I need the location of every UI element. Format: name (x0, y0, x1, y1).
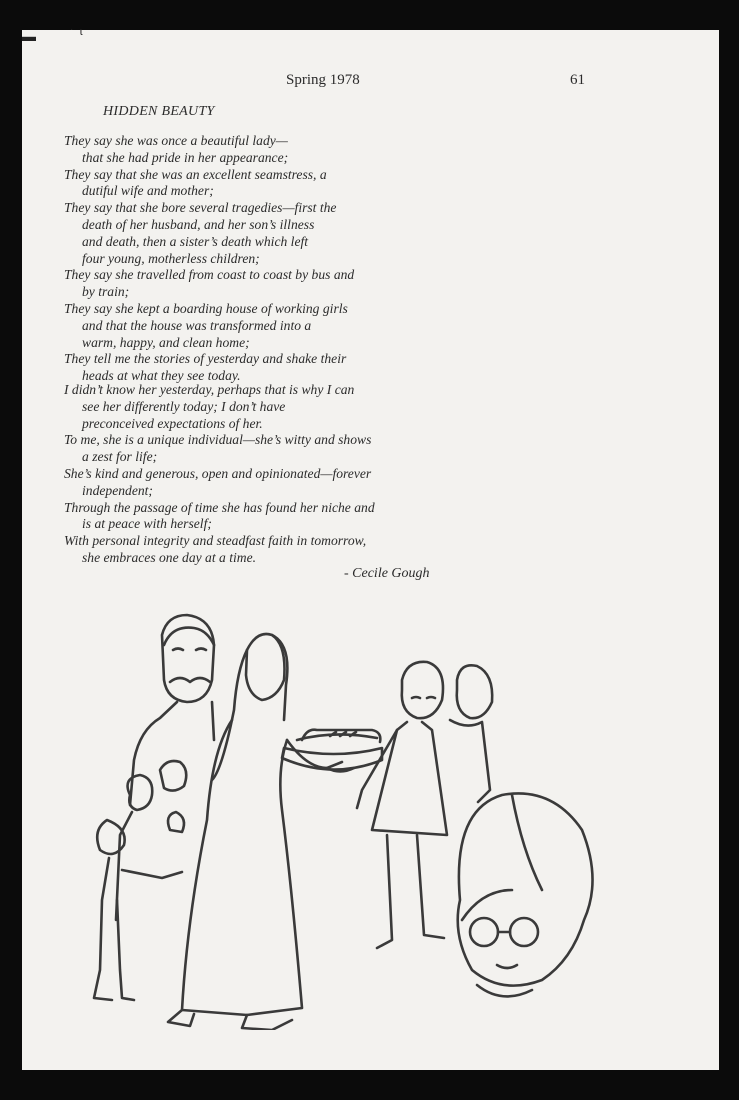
poem-line: They say she was once a beautiful lady— (64, 133, 288, 148)
poem-stanza-2 (64, 382, 484, 567)
poem-line: She’s kind and generous, open and opinionated—forever (64, 465, 372, 481)
poem-line: a zest for life; (82, 449, 158, 465)
boy-figure (450, 665, 492, 802)
poem-line: Through the passage of time she has found her niche and (64, 499, 375, 515)
corner-mark: · (70, 24, 74, 35)
poem-line: death of her husband, and her son’s illness (82, 216, 315, 232)
poem-stanza-1 (64, 133, 484, 385)
family-illustration (72, 590, 602, 1030)
poem-line: They say she kept a boarding house of working girls (64, 300, 348, 316)
poem-line: she embraces one day at a time. (82, 549, 257, 565)
girl-figure (357, 662, 447, 948)
journal-issue-title: Spring 1978 (286, 72, 360, 88)
mother-figure (168, 634, 354, 1030)
corner-mark: ɩ (80, 26, 83, 38)
poem-line: four young, motherless children; (82, 250, 260, 266)
corner-mark: ▬ (22, 28, 36, 44)
pie-dish (282, 730, 382, 770)
poem-line: and death, then a sister’s death which left (82, 233, 309, 249)
poem-line: is at peace with herself; (82, 516, 212, 532)
poem-line: I didn’t know her yesterday, perhaps that is why I can (64, 382, 355, 397)
poem-line: They say she travelled from coast to coast by bus and (64, 267, 355, 283)
poem-line: and that the house was transformed into a (82, 317, 312, 333)
poem-line: With personal integrity and steadfast faith in tomorrow, (64, 533, 367, 549)
poem-line: that she had pride in her appearance; (82, 149, 289, 165)
poem-line: They say that she was an excellent seamstress, a (64, 166, 327, 182)
poem-line: dutiful wife and mother; (82, 183, 214, 199)
children-left (94, 761, 186, 1000)
page-number: 61 (570, 72, 585, 88)
poem-title: HIDDEN BEAUTY (103, 104, 215, 119)
poem-line: They say that she bore several tragedies—first the (64, 200, 337, 216)
poem-author: - Cecile Gough (344, 566, 430, 581)
poem-line: To me, she is a unique individual—she’s witty and shows (64, 432, 372, 448)
poem-line: warm, happy, and clean home; (82, 334, 250, 350)
poem-line: independent; (82, 482, 153, 498)
poem-line: preconceived expectations of her. (82, 415, 263, 431)
grandmother-head (458, 793, 593, 996)
poem-line: heads at what they see today. (82, 368, 241, 384)
poem-line: They tell me the stories of yesterday and shake their (64, 351, 347, 367)
poem-line: by train; (82, 284, 130, 300)
poem-line: see her differently today; I don’t have (82, 398, 286, 414)
